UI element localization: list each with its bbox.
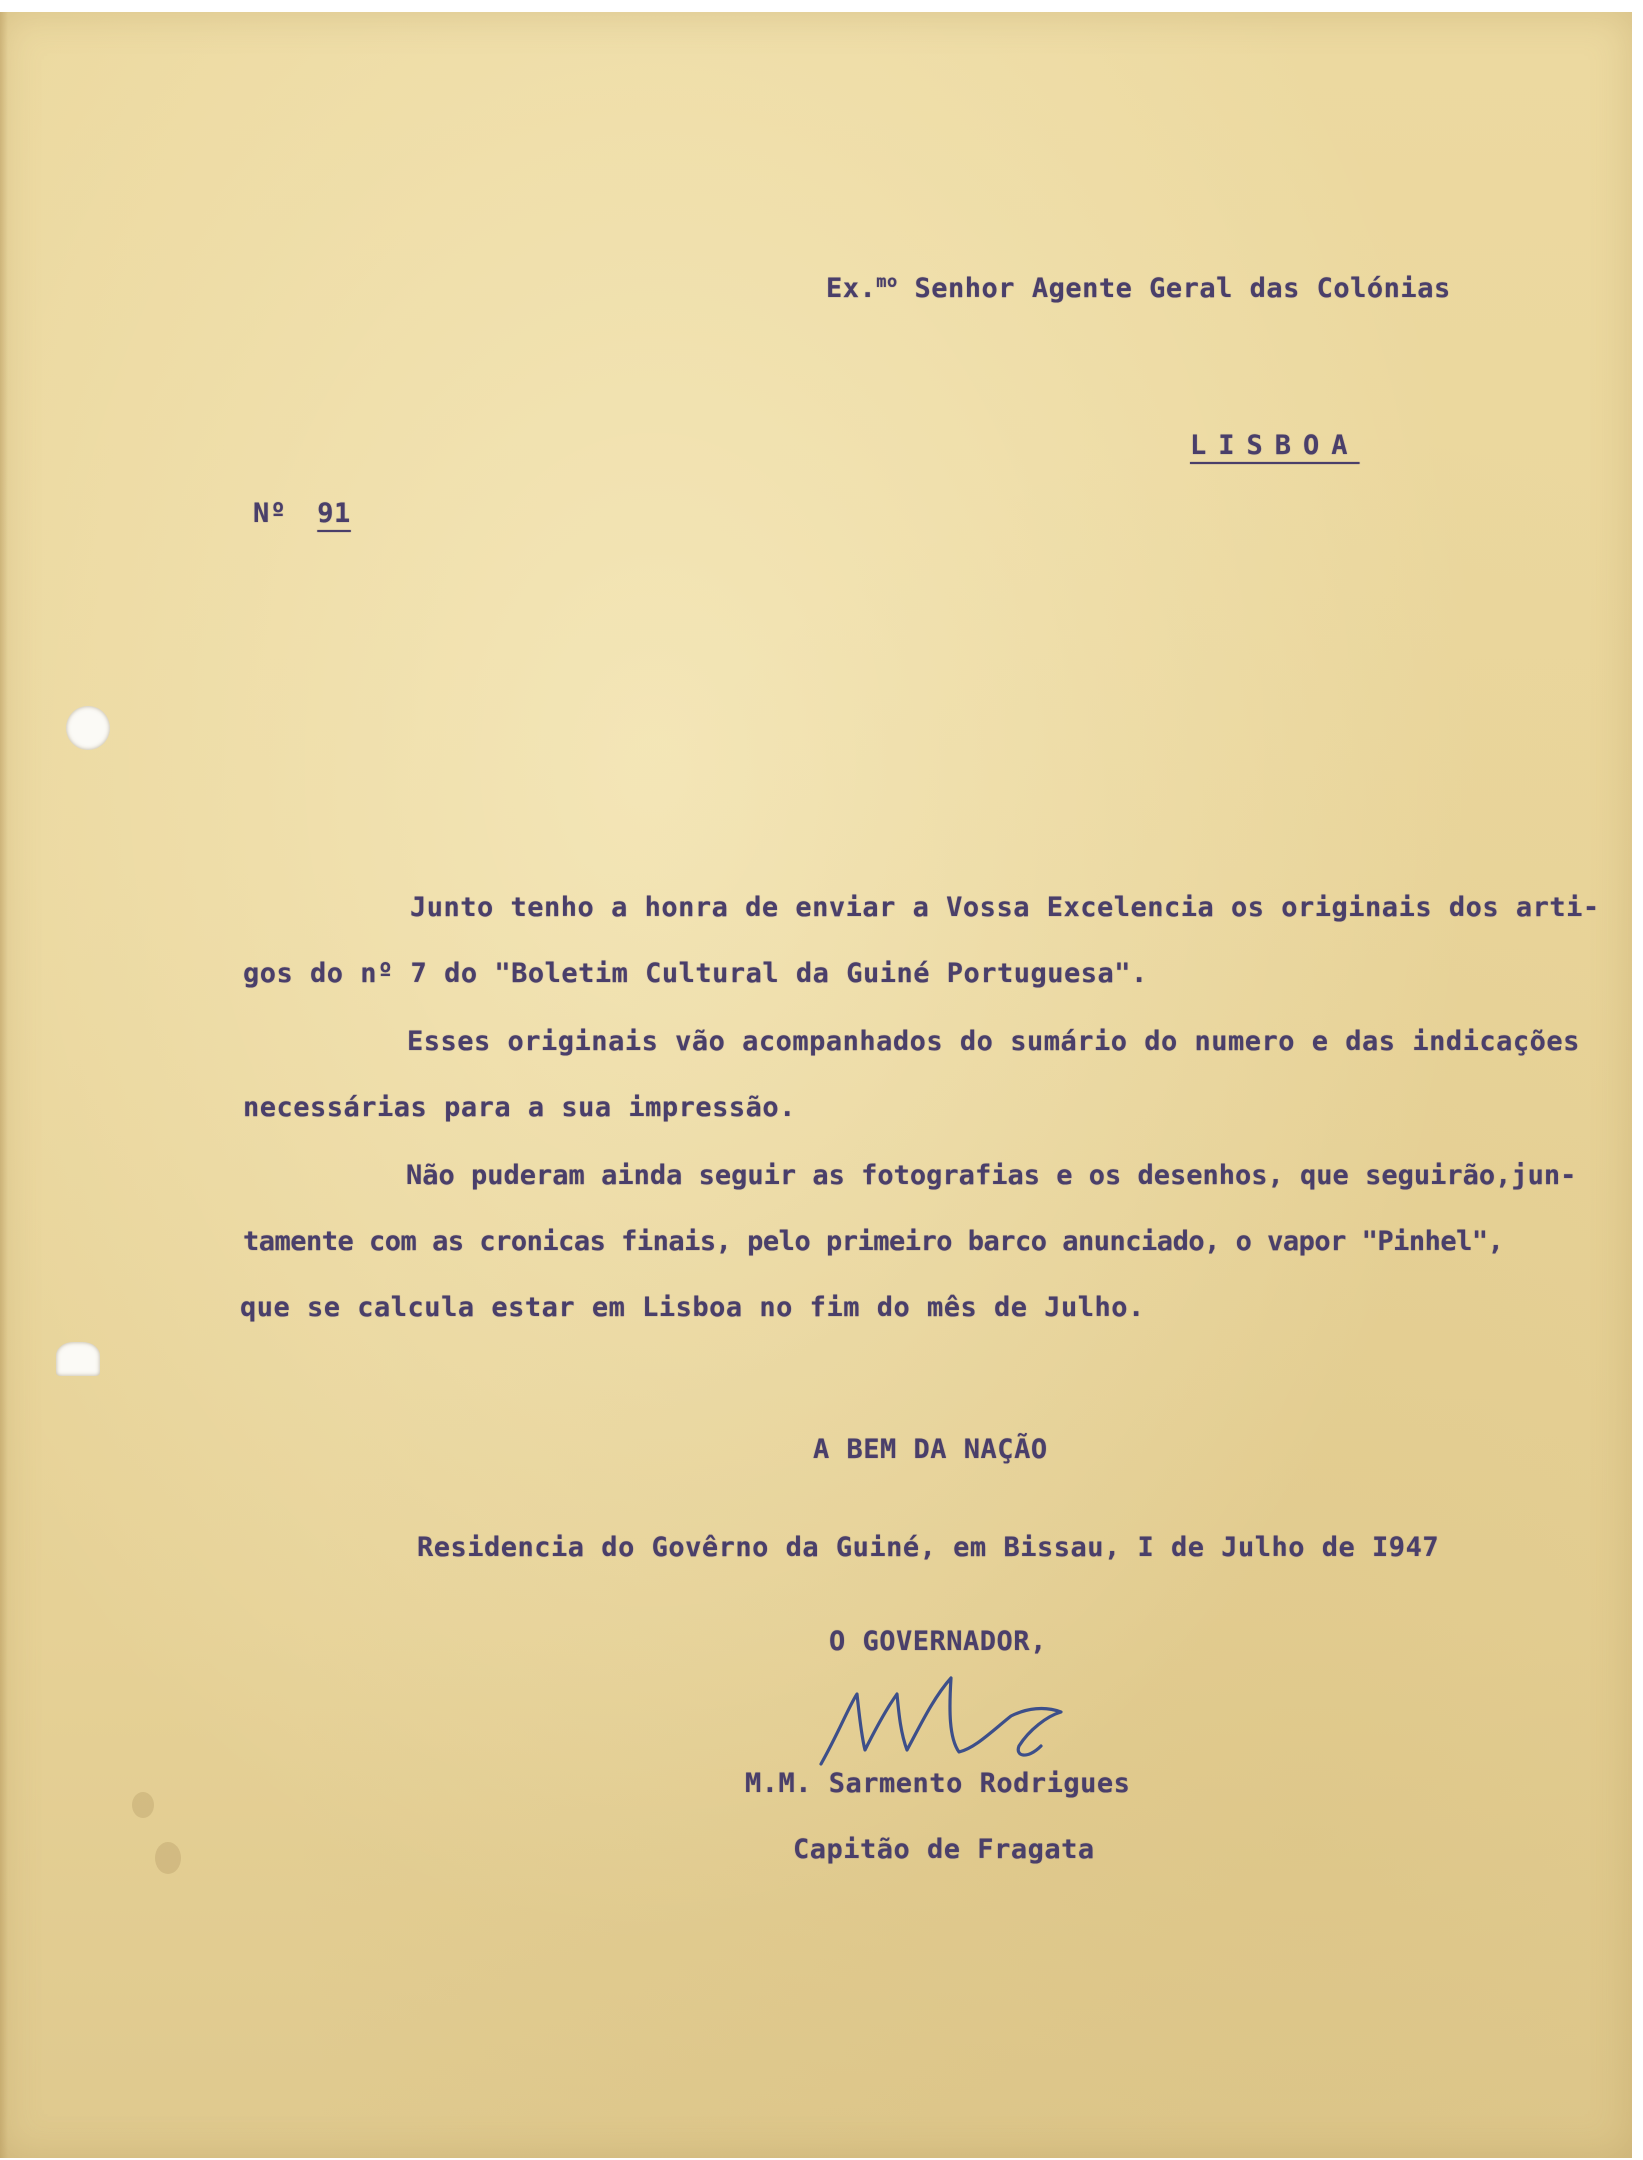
document-number	[253, 498, 351, 529]
signatory-rank: Capitão de Fragata	[793, 1834, 1095, 1865]
body-line-3: Esses originais vão acompanhados do sumário do numero e das indicações	[407, 1026, 1580, 1057]
body-line-5: Não puderam ainda seguir as fotografias e os desenhos, que seguirão,jun-	[406, 1160, 1577, 1191]
body-line-6: tamente com as cronicas finais, pelo primeiro barco anunciado, o vapor "Pinhel",	[243, 1226, 1504, 1257]
number-label: Nº	[253, 498, 287, 529]
body-line-7: que se calcula estar em Lisboa no fim do mês de Julho.	[240, 1292, 1145, 1323]
body-line-1: Junto tenho a honra de enviar a Vossa Excelencia os originais dos arti-	[410, 892, 1600, 923]
handwritten-signature	[815, 1672, 1075, 1782]
signatory-name: M.M. Sarmento Rodrigues	[745, 1768, 1131, 1799]
paper-edge	[0, 12, 8, 2158]
addressee-prefix: Ex.	[826, 273, 877, 304]
stain-mark	[155, 1842, 181, 1874]
number-value: 91	[317, 498, 351, 529]
body-line-2: gos do nº 7 do "Boletim Cultural da Guiné Portuguesa".	[243, 958, 1148, 989]
signatory-title: O GOVERNADOR,	[829, 1626, 1047, 1657]
city-line: LISBOA	[1190, 430, 1360, 461]
body-line-4: necessárias para a sua impressão.	[243, 1092, 796, 1123]
addressee-text: Senhor Agente Geral das Colónias	[914, 273, 1451, 304]
closing-motto: A BEM DA NAÇÃO	[813, 1434, 1048, 1465]
punch-hole	[56, 1342, 100, 1376]
punch-hole	[66, 706, 110, 750]
place-and-date: Residencia do Govêrno da Guiné, em Bissau, I de Julho de I947	[417, 1532, 1440, 1563]
addressee-line	[826, 272, 1451, 304]
addressee-superscript: mo	[876, 272, 898, 292]
paper-sheet	[0, 12, 1632, 2158]
stain-mark	[132, 1792, 154, 1818]
